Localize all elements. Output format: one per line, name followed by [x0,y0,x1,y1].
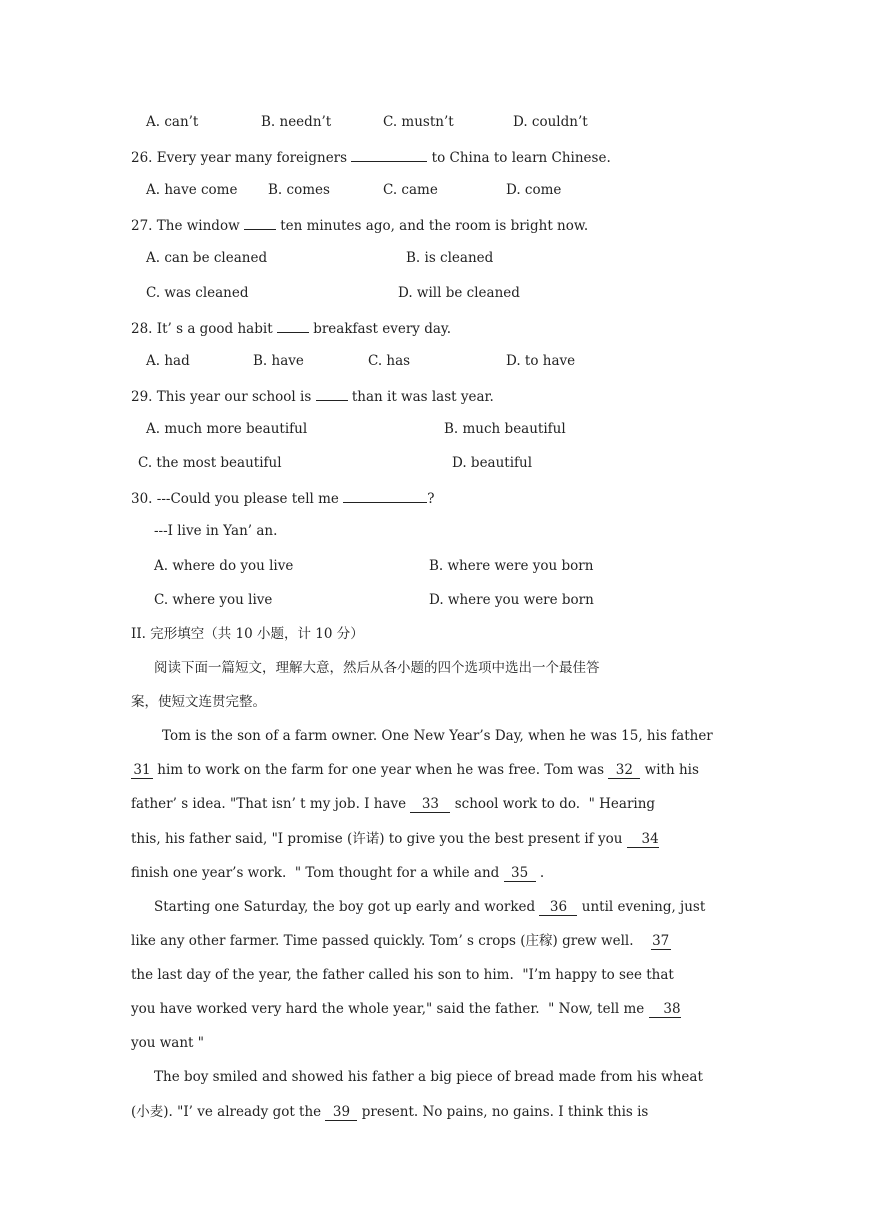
passage-line: The boy smiled and showed his father a big piece of bread made from his wheat [154,1069,703,1085]
blank-36[interactable]: 36 [539,899,577,916]
blank-38[interactable]: 38 [649,1001,681,1018]
q29-option-d: D. beautiful [452,455,533,471]
q25-option-b: B. needn’t [261,114,332,130]
q30-option-b: B. where were you born [429,558,594,574]
passage-line: Starting one Saturday, the boy got up early and worked 36 until evening, just [154,899,706,915]
passage-line: Tom is the son of a farm owner. One New Year’s Day, when he was 15, his father [162,728,713,744]
blank-34[interactable]: 34 [627,831,659,848]
q29-option-b: B. much beautiful [444,421,566,437]
q26-option-a: A. have come [146,182,238,198]
q27-stem: 27. The window ten minutes ago, and the room is bright now. [131,214,588,236]
q25-option-c: C. mustn’t [383,114,454,130]
blank-35[interactable]: 35 [504,865,536,882]
q27-option-d: D. will be cleaned [398,285,520,301]
q26-option-d: D. come [506,182,562,198]
q26-stem: 26. Every year many foreigners to China to learn Chinese. [131,146,611,168]
q26-option-c: C. came [383,182,438,198]
q29-option-c: C. the most beautiful [138,455,282,471]
blank-31[interactable]: 31 [131,762,153,779]
q29-option-a: A. much more beautiful [146,421,308,437]
passage-line: you want " [131,1035,204,1051]
q27-option-b: B. is cleaned [406,250,494,266]
q28-option-d: D. to have [506,353,576,369]
blank-33[interactable]: 33 [410,796,450,813]
passage-line: 31 him to work on the farm for one year when he was free. Tom was 32 with his [131,760,699,780]
q27-option-c: C. was cleaned [146,285,249,301]
q28-option-c: C. has [368,353,411,369]
passage-line: finish one year’s work. " Tom thought for a while and 35 . [131,865,545,881]
blank-39[interactable]: 39 [325,1104,357,1121]
q25-option-a: A. can’t [146,114,199,130]
passage-line: this, his father said, "I promise (许诺) to give you the best present if you 34 [131,831,659,847]
section-heading: II. 完形填空（共 10 小题，计 10 分） [131,626,364,642]
passage-line: the last day of the year, the father called his son to him. "I’m happy to see that [131,967,674,983]
q28-option-a: A. had [146,353,190,369]
q27-option-a: A. can be cleaned [146,250,268,266]
q30-reply: ---I live in Yan’ an. [154,523,278,539]
section-instruction-cont: 案，使短文连贯完整。 [131,694,266,710]
passage-line: (小麦). "I’ ve already got the 39 present. No pains, no gains. I think this is [131,1104,649,1120]
q30-stem: 30. ---Could you please tell me ? [131,487,434,509]
q30-option-c: C. where you live [154,592,273,608]
blank-37[interactable]: 37 [652,933,670,949]
q30-option-a: A. where do you live [154,558,294,574]
q28-option-b: B. have [253,353,304,369]
passage-line: father’ s idea. "That isn’ t my job. I have 33 school work to do. " Hearing [131,796,656,812]
q29-stem: 29. This year our school is than it was last year. [131,385,494,407]
blank-32[interactable]: 32 [608,762,640,779]
q28-stem: 28. It’ s a good habit breakfast every day. [131,317,451,339]
passage-line: like any other farmer. Time passed quickly. Tom’ s crops (庄稼) grew well. 37 [131,933,670,949]
q25-option-d: D. couldn’t [513,114,588,130]
section-instruction: 阅读下面一篇短文，理解大意，然后从各小题的四个选项中选出一个最佳答 [154,660,600,676]
q26-option-b: B. comes [268,182,330,198]
q30-option-d: D. where you were born [429,592,594,608]
passage-line: you have worked very hard the whole year," said the father. " Now, tell me 38 [131,1001,681,1017]
